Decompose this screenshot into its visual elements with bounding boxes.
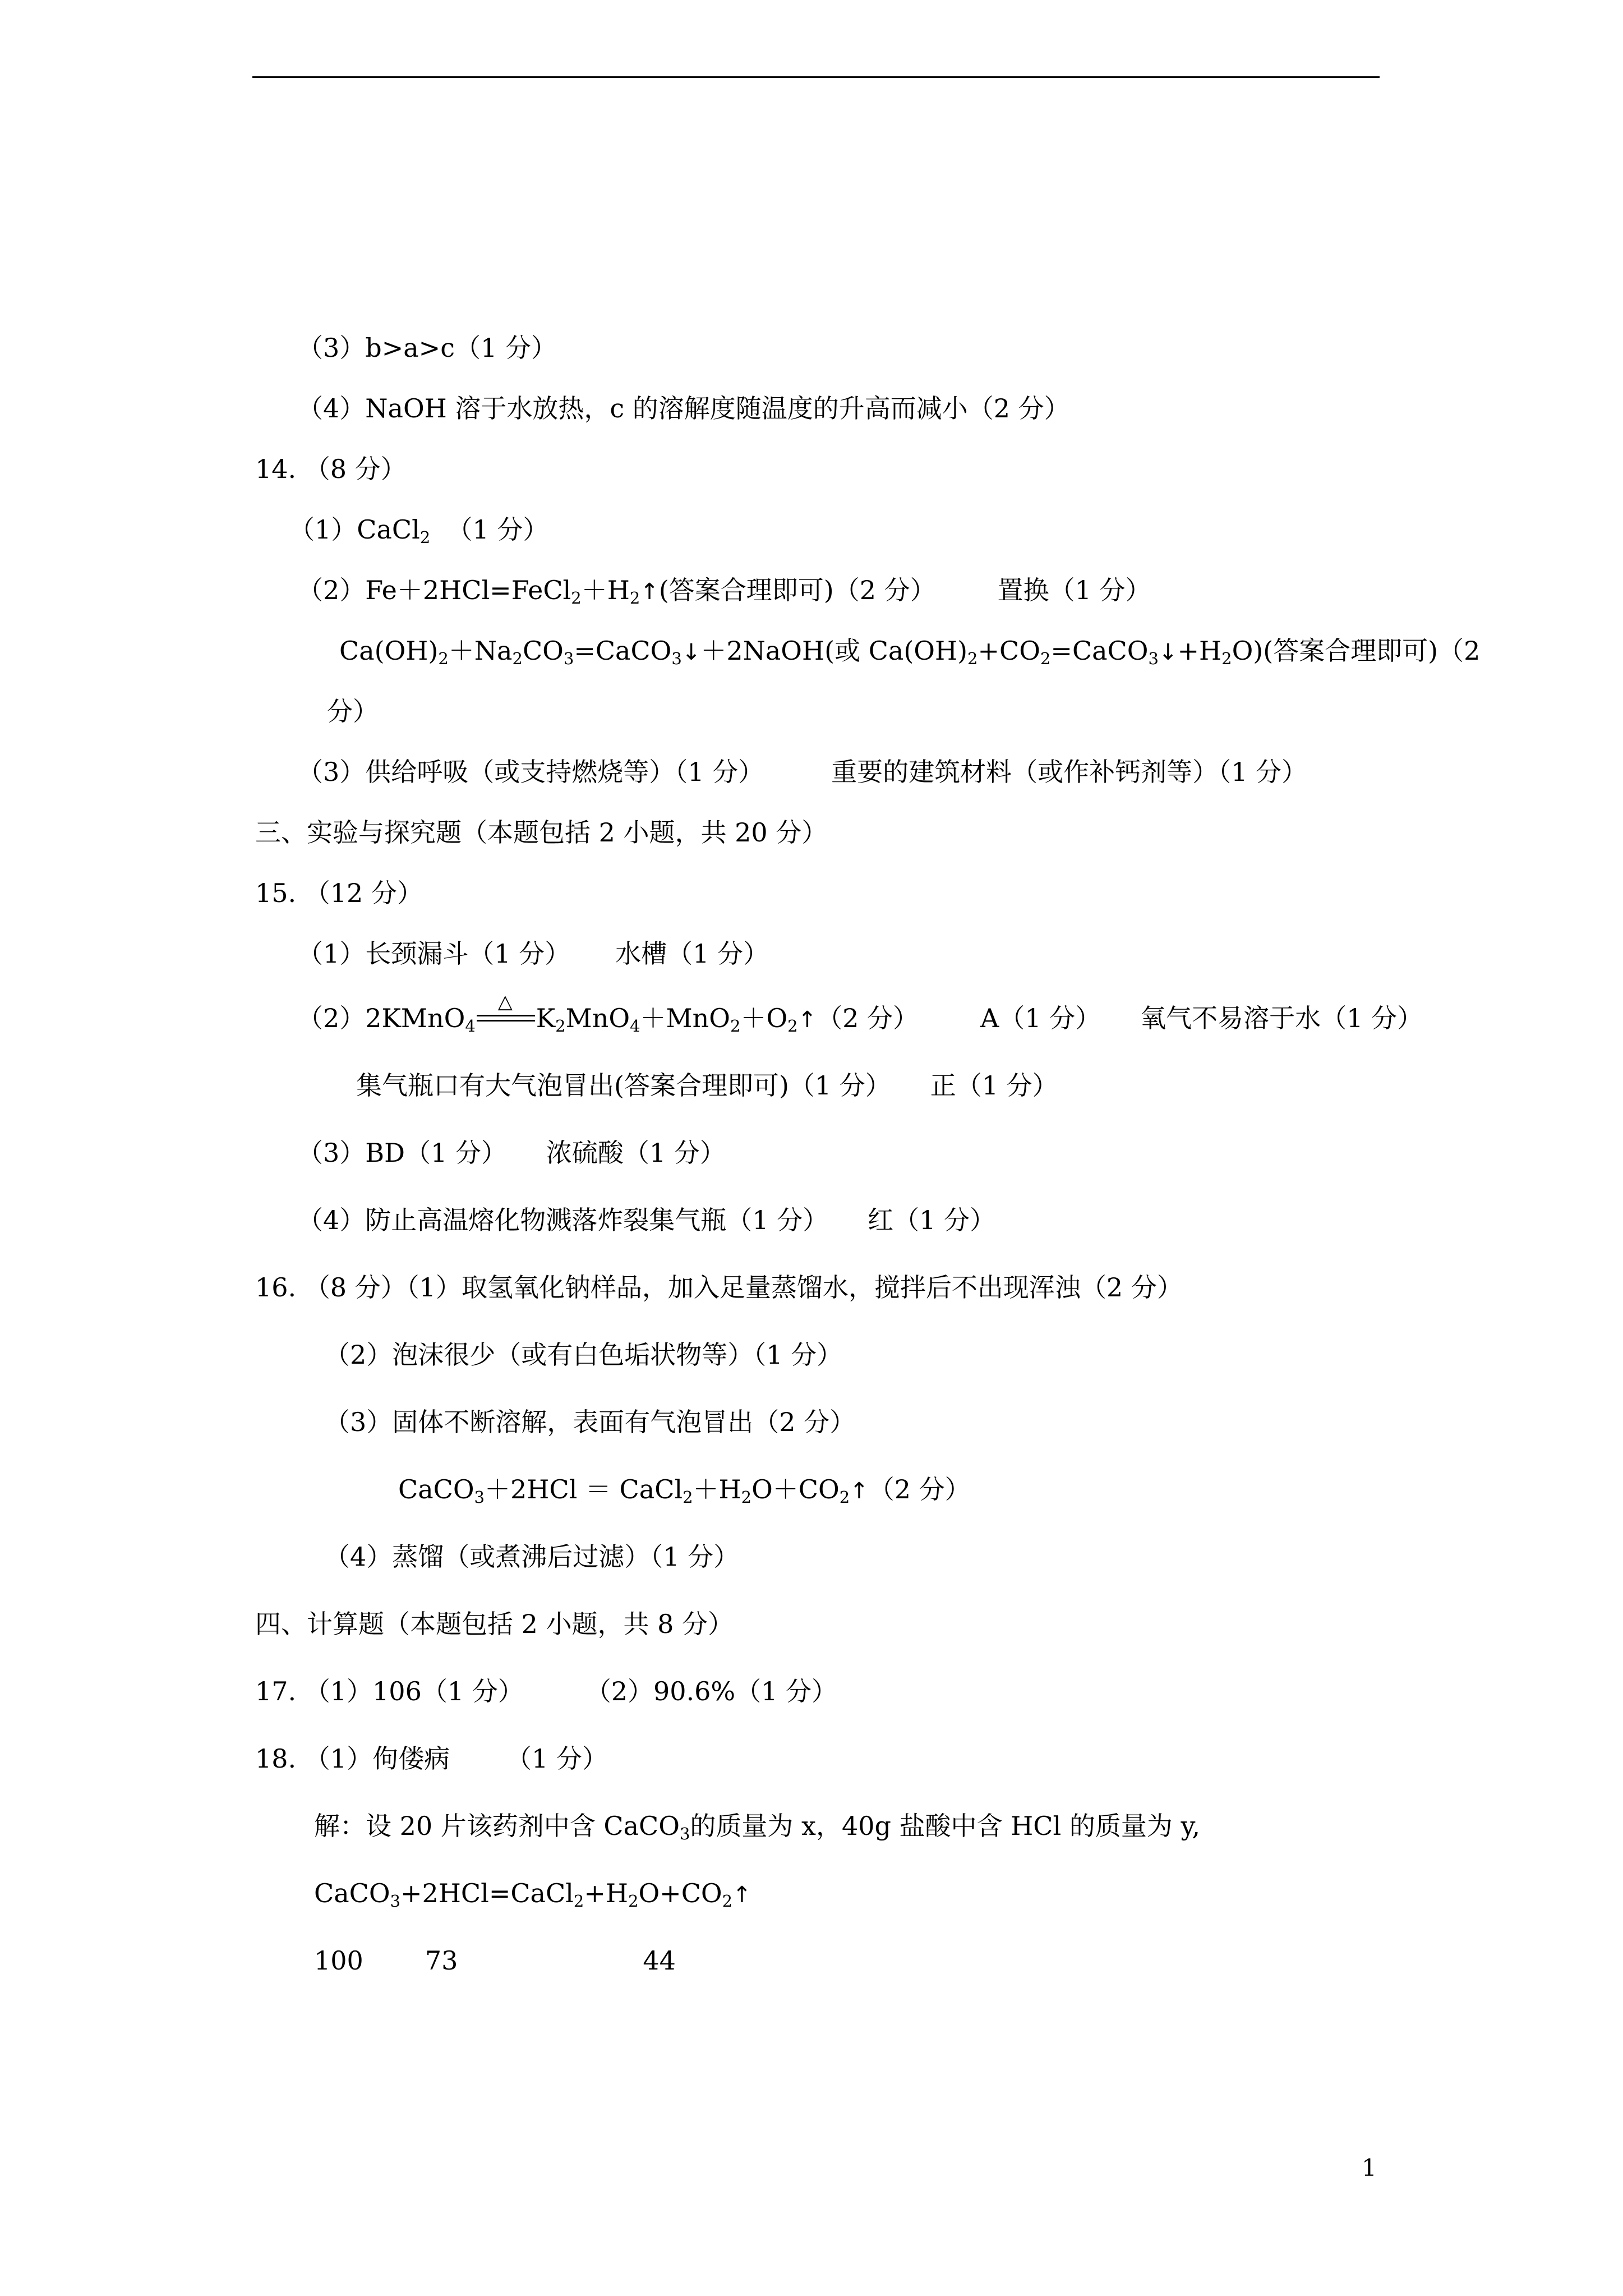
answer-14-2: $(2)Fe+2HCl=FeCl_2+H_2↑$(答案合理即可)（2 分） 置换（1 分）: [297, 575, 1151, 608]
question-18: 18. （1）佝偻病 （1 分）: [255, 1743, 608, 1774]
answer-15-4: （4）防止高温熔化物溅落炸裂集气瓶（1 分） 红（1 分）: [297, 1205, 996, 1235]
answer-16-2: （2）泡沫很少（或有白色垢状物等）（1 分）: [324, 1340, 843, 1370]
solution-equation: $CaCO_3+2HCl=CaCl_2+H_2O+CO_2↑$: [314, 1878, 751, 1911]
question-17: 17. （1）106（1 分） （2）90.6%（1 分）: [255, 1676, 838, 1706]
header-rule: [252, 76, 1380, 78]
answer-15-3: （3）BD（1 分） 浓硫酸（1 分）: [297, 1138, 726, 1168]
answer-13-3: （3）b>a>c（1 分）: [297, 333, 557, 363]
answer-14-3: （3）供给呼吸（或支持燃烧等）（1 分） 重要的建筑材料（或作补钙剂等）（1 分）: [297, 757, 1308, 787]
answer-16-3: （3）固体不断溶解，表面有气泡冒出（2 分）: [324, 1407, 856, 1437]
answer-16-3-equation: CaCO$_3$＋2HCl ＝ $CaCl_2+H_2O+CO_2↑(2$ 分）: [398, 1474, 971, 1507]
solution-statement: 解：设 20 片该药剂中含 CaCO$_3$的质量为 x，40g 盐酸中含 HCl 的质量为 y,: [314, 1811, 1200, 1843]
answer-15-1: （1）长颈漏斗（1 分） 水槽（1 分）: [297, 938, 769, 969]
answer-16-4: （4）蒸馏（或煮沸后过滤）（1 分）: [324, 1542, 740, 1572]
answer-14-2-continued: 分）: [327, 696, 379, 726]
answer-13-4: （4）NaOH 溶于水放热，c 的溶解度随温度的升高而减小（2 分）: [297, 393, 1070, 424]
question-14-heading: 14. （8 分）: [255, 454, 407, 484]
heating-condition-mark: △: [476, 1001, 536, 1035]
answer-15-2: （2）2KMnO$_4$ △ $K_2MnO_4+MnO_2+O_2↑(2$ 分） A（1 分） 氧气不易溶于水（1 分）: [297, 991, 1423, 1036]
section-3-heading: 三、实验与探究题（本题包括 2 小题，共 20 分）: [255, 817, 828, 848]
answer-15-2-continued: 集气瓶口有大气泡冒出(答案合理即可)（1 分） 正（1 分）: [356, 1070, 1058, 1101]
question-16: 16. （8 分）（1）取氢氧化钠样品，加入足量蒸馏水，搅拌后不出现浑浊（2 分）: [255, 1272, 1183, 1303]
question-15-heading: 15. （12 分）: [255, 878, 423, 908]
answer-14-1: （1）CaCl$_2$ （1 分）: [289, 514, 549, 547]
answer-14-2-equation: $Ca(OH)_2+Na_2CO_3=CaCO_3↓+2NaOH$(或 $Ca(OH)_2+CO_2=CaCO_3↓+H_2O$)(答案合理即可)（2: [339, 636, 1481, 668]
molar-mass-row: 100 73 44: [314, 1945, 676, 1976]
section-4-heading: 四、计算题（本题包括 2 小题，共 8 分）: [255, 1609, 734, 1639]
page-number: 1: [1362, 2154, 1377, 2182]
